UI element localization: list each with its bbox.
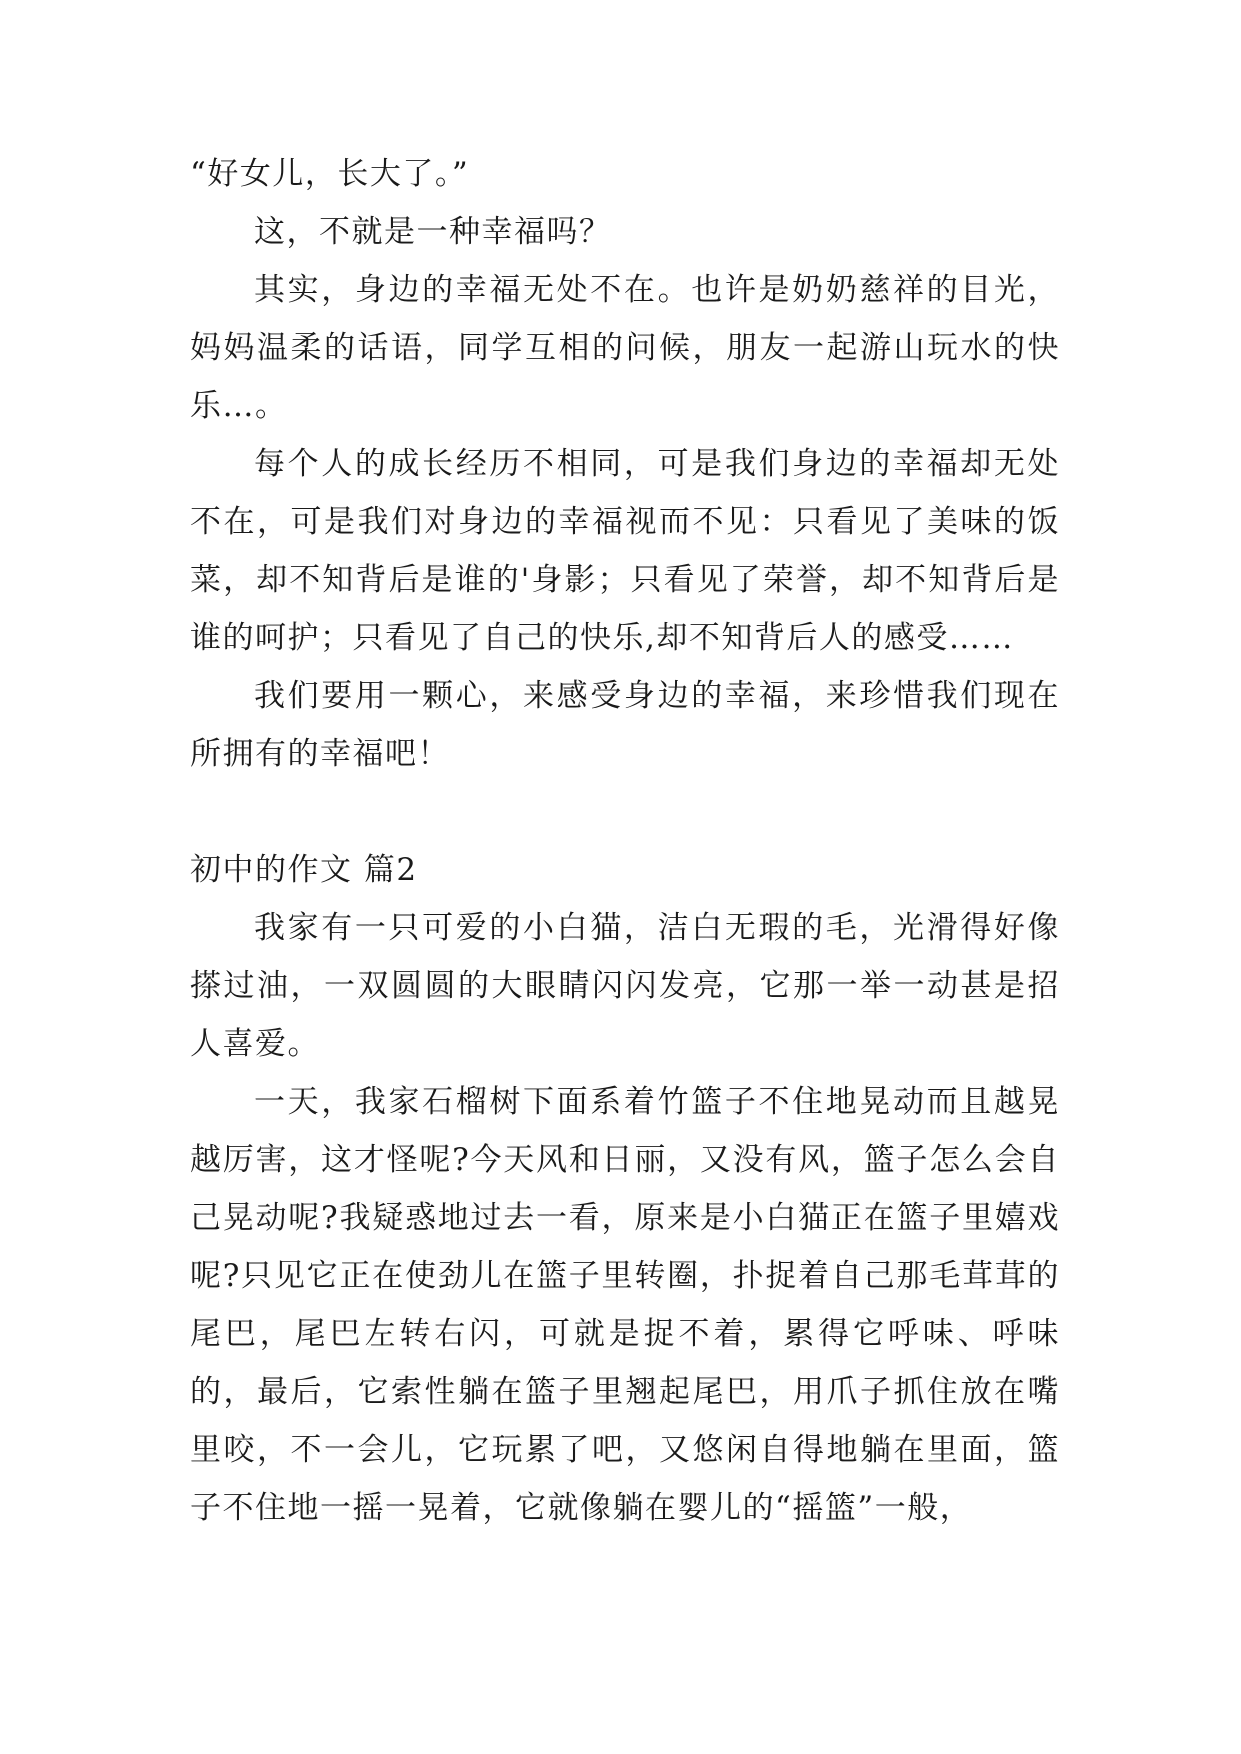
paragraph-quote: “好女儿，长大了。” xyxy=(190,156,470,192)
section-heading: 初中的作文 篇2 xyxy=(190,852,418,888)
paragraph-growth-experience: 每个人的成长经历不相同，可是我们身边的幸福却无处不在，可是我们对身边的幸福视而不见：只看见了美味的饭菜，却不知背后是谁的'身影；只看见了荣誉，却不知背后是谁的呵护；只看见了自己的快乐,却不知背后人的感受…… xyxy=(190,446,1060,656)
paragraph-conclusion: 我们要用一颗心，来感受身边的幸福，来珍惜我们现在所拥有的幸福吧！ xyxy=(190,678,1060,772)
paragraph-white-cat: 我家有一只可爱的小白猫，洁白无瑕的毛，光滑得好像搽过油，一双圆圆的大眼睛闪闪发亮，它那一举一动甚是招人喜爱。 xyxy=(190,910,1060,1062)
paragraph-happiness-everywhere: 其实，身边的幸福无处不在。也许是奶奶慈祥的目光，妈妈温柔的话语，同学互相的问候，朋友一起游山玩水的快乐…。 xyxy=(190,272,1060,424)
paragraph-cat-basket: 一天，我家石榴树下面系着竹篮子不住地晃动而且越晃越厉害，这才怪呢?今天风和日丽，又没有风，篮子怎么会自己晃动呢?我疑惑地过去一看，原来是小白猫正在篮子里嬉戏呢?只见它正在使劲儿在篮子里转圈，扑捉着自己那毛茸茸的尾巴，尾巴左转右闪，可就是捉不着，累得它呼味、呼味的，最后，它索性躺在篮子里翘起尾巴，用爪子抓住放在嘴里咬，不一会儿，它玩累了吧，又悠闲自得地躺在里面，篮子不住地一摇一晃着，它就像躺在婴儿的“摇篮”一般， xyxy=(190,1084,1060,1526)
document-body xyxy=(190,145,1060,1537)
section-spacer xyxy=(190,783,1060,841)
paragraph-question: 这，不就是一种幸福吗？ xyxy=(254,214,612,250)
